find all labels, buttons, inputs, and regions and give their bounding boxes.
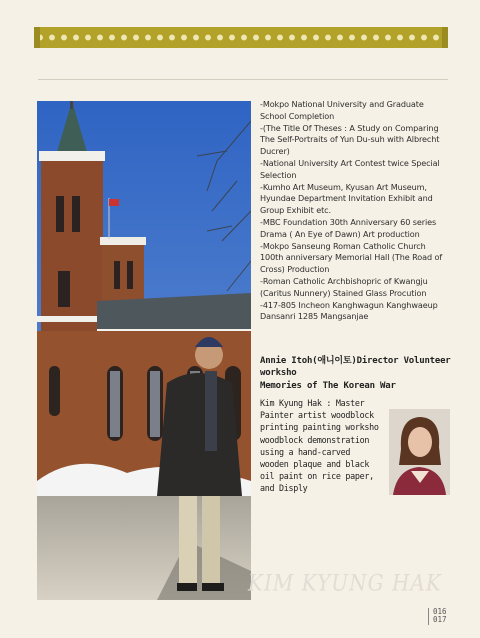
page-number-left: 016 bbox=[433, 607, 447, 616]
bio-item: -Roman Catholic Archbishopric of Kwangju (Caritus Nunnery) Stained Glass Procution bbox=[260, 275, 428, 298]
page-numbers bbox=[433, 608, 447, 624]
band-right-cap bbox=[442, 27, 448, 48]
bio-item: -(The Title Of Theses : A Study on Comparing The Self-Portraits of Yun Du-suh with Albrecht Ducrer) bbox=[260, 122, 440, 156]
bio-item: -National University Art Contest twice Special Selection bbox=[260, 157, 440, 180]
bio-item: -Kumho Art Museum, Kyusan Art Museum, Hyundae Department Invitation Exhibit and Group Exhibit etc. bbox=[260, 181, 433, 215]
bio-item: -Mokpo National University and Graduate School Completion bbox=[260, 99, 424, 121]
page-number-rule bbox=[428, 608, 429, 625]
bio-item: -Mokpo Sanseung Roman Catholic Church 100th anniversary Memorial Hall (The Road of Cross) Production bbox=[260, 240, 443, 274]
portrait-photo bbox=[389, 409, 450, 495]
bio-item: -MBC Foundation 30th Anniversary 60 series Drama ( An Eye of Dawn) Art production bbox=[260, 216, 437, 239]
bio-item: -417-805 Incheon Kanghwagun Kanghwaeup Dansanri 1285 Mangsanjae bbox=[260, 299, 438, 322]
page-number-right: 017 bbox=[433, 615, 447, 624]
decorative-header-band bbox=[34, 27, 448, 48]
event-description: Kim Kyung Hak : Master Painter artist woodblock printing painting worksho woodblock demonstration using a hand-carved wooden plaque and black oil paint on rice paper, and Disply bbox=[260, 398, 379, 494]
section-title: Annie Itoh(애니이토)Director Volunteer worksho bbox=[260, 356, 451, 378]
event-title: Memories of The Korean War bbox=[260, 381, 396, 391]
header-divider bbox=[38, 79, 448, 80]
artist-photo bbox=[37, 101, 251, 600]
artist-biography bbox=[260, 99, 450, 323]
band-left-cap bbox=[34, 27, 40, 48]
artist-name-watermark: KIM KYUNG HAK bbox=[248, 569, 442, 597]
